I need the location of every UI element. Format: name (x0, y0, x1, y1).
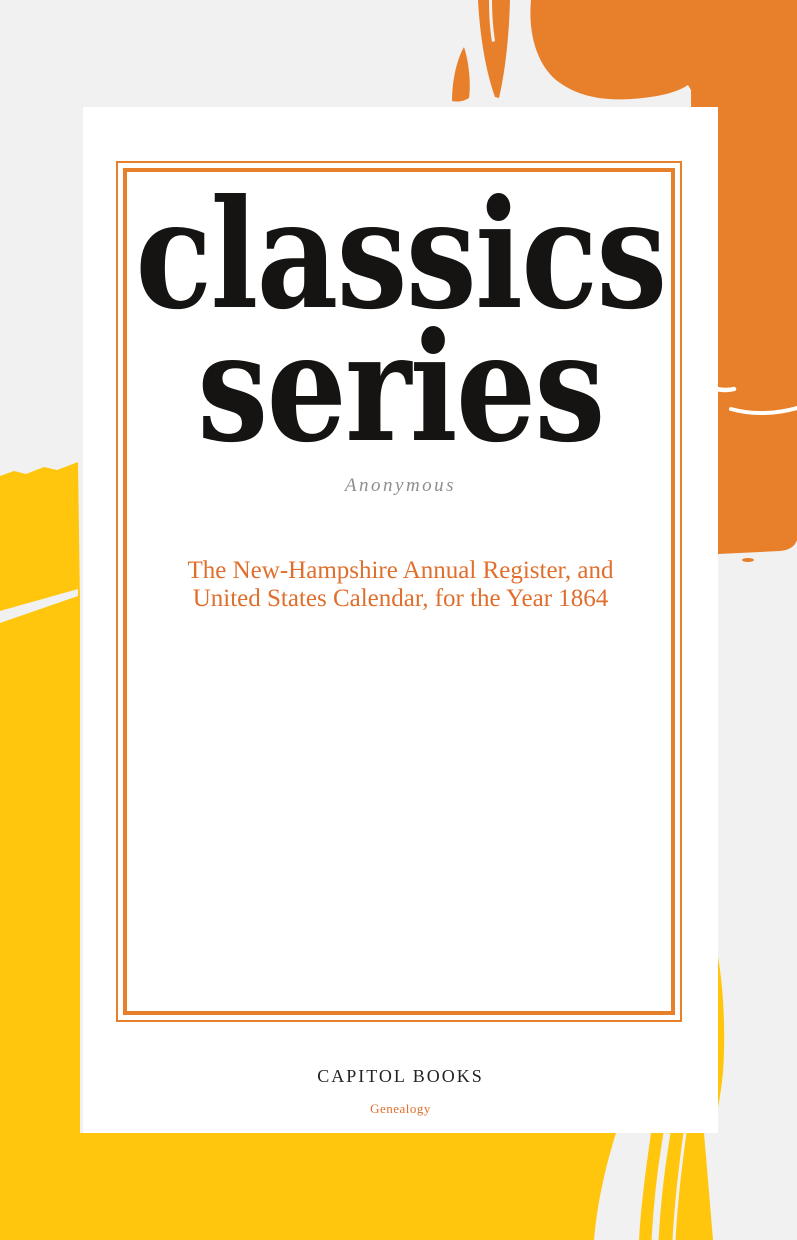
book-title-line2: United States Calendar, for the Year 1864 (192, 585, 609, 612)
genre-label: Genealogy (370, 1101, 431, 1116)
yellow-brush-sliver (718, 957, 724, 1107)
orange-brush-flame (452, 47, 470, 102)
cover-card (83, 107, 718, 1133)
publisher-name: CAPITOL BOOKS (317, 1066, 484, 1086)
series-title (134, 167, 667, 476)
series-title-line2: series (197, 300, 604, 476)
author-name: Anonymous (344, 475, 457, 496)
book-title-line1: The New-Hampshire Annual Register, and (187, 557, 614, 584)
series-title-line1: classics (135, 167, 666, 343)
book-title (83, 557, 718, 613)
yellow-brush-left (0, 462, 80, 1240)
orange-brush-stroke (478, 0, 510, 98)
orange-brush-speck (742, 558, 754, 562)
